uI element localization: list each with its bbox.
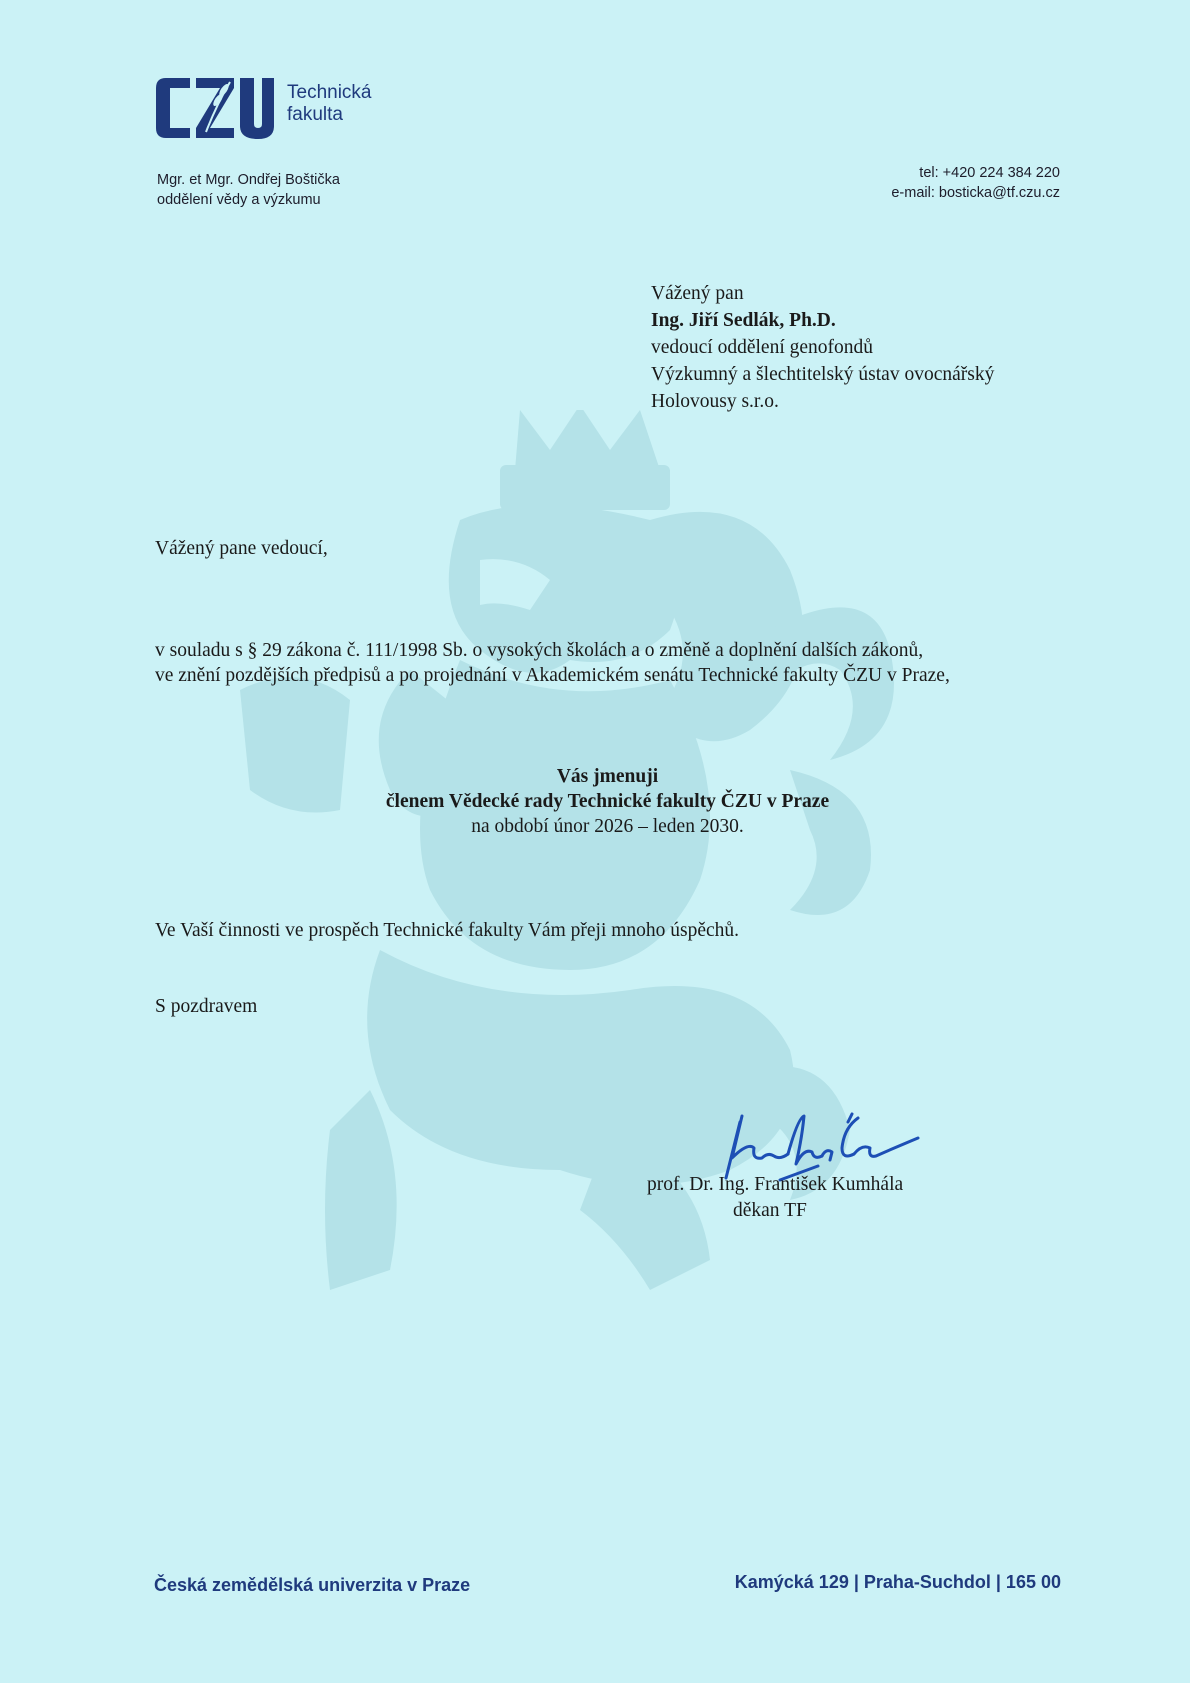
faculty-name-line1: Technická	[287, 82, 372, 103]
footer-address: Kamýcká 129 | Praha-Suchdol | 165 00	[734, 1572, 1061, 1592]
recipient-greeting: Vážený pan	[651, 283, 744, 304]
footer-university: Česká zemědělská univerzita v Praze	[154, 1575, 471, 1595]
salutation: Vážený pane vedoucí,	[155, 538, 328, 559]
recipient-name: Ing. Jiří Sedlák, Ph.D.	[651, 310, 836, 331]
wish-paragraph: Ve Vaší činnosti ve prospěch Technické fakulty Vám přeji mnoho úspěchů.	[155, 920, 740, 941]
recipient-position: vedoucí oddělení genofondů	[651, 337, 874, 358]
contact-block	[891, 163, 1060, 203]
recipient-company: Holovousy s.r.o.	[651, 391, 779, 412]
faculty-name	[287, 82, 372, 126]
contact-email: e-mail: bosticka@tf.czu.cz	[891, 185, 1060, 201]
sender-name: Mgr. et Mgr. Ondřej Boštička	[157, 172, 340, 188]
body-line-1: v souladu s § 29 zákona č. 111/1998 Sb. o vysokých školách a o změně a doplnění dalších zákonů,	[155, 640, 924, 661]
czu-logo-mark-icon	[156, 76, 274, 140]
signer-block	[647, 1172, 903, 1224]
sender-department: oddělení vědy a výzkumu	[157, 192, 321, 208]
closing: S pozdravem	[155, 996, 258, 1017]
appointment-line-2: členem Vědecké rady Technické fakulty ČZU v Praze	[385, 791, 830, 812]
appointment-block	[155, 764, 1060, 839]
signer-name: prof. Dr. Ing. František Kumhála	[647, 1174, 904, 1195]
recipient-block	[651, 280, 994, 415]
appointment-line-3: na období únor 2026 – leden 2030.	[471, 816, 744, 837]
czu-logo	[156, 76, 396, 146]
recipient-institute: Výzkumný a šlechtitelský ústav ovocnářský	[651, 364, 995, 385]
sender-block	[157, 170, 340, 210]
appointment-line-1: Vás jmenuji	[556, 766, 659, 787]
signer-role: děkan TF	[733, 1200, 807, 1221]
body-paragraph	[155, 638, 1055, 688]
contact-tel: tel: +420 224 384 220	[919, 165, 1060, 181]
faculty-name-line2: fakulta	[287, 104, 343, 125]
body-line-2: ve znění pozdějších předpisů a po projednání v Akademickém senátu Technické fakulty ČZU v Praze,	[155, 665, 950, 686]
